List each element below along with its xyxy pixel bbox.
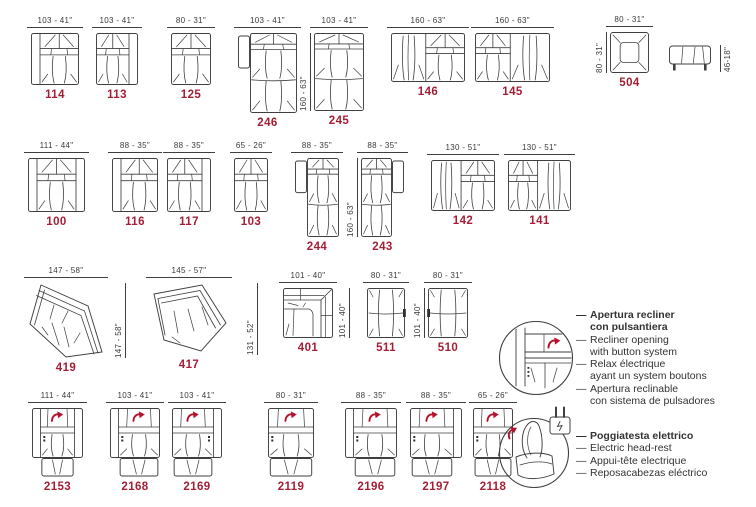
module-504-depth-dim-label: 80 - 31" — [595, 42, 604, 73]
module-419-depth-dim — [114, 283, 126, 358]
legend-line-label: Recliner opening — [590, 333, 669, 346]
module-246-number: 246 — [257, 117, 278, 129]
module-511-width-dim: 80 - 31" — [363, 261, 409, 283]
module-116-drawing — [112, 158, 158, 212]
module-125-drawing — [171, 33, 211, 85]
module-244-width-dim: 88 - 35" — [291, 131, 343, 153]
legend-line — [576, 395, 715, 407]
module-246-width-dim: 103 - 41" — [234, 6, 301, 28]
legend-dash: — — [576, 442, 587, 455]
legend-line-label: con sistema de pulsadores — [590, 395, 715, 408]
module-100-drawing — [28, 158, 85, 212]
legend-line — [576, 430, 707, 442]
module-244-drawing — [295, 158, 339, 237]
module-113-width-dim: 103 - 41" — [92, 6, 142, 28]
module-245-depth-dim-line — [310, 33, 311, 111]
module-243-depth-dim-label: 160 - 63" — [346, 202, 355, 237]
module-145-number: 145 — [502, 86, 523, 98]
module-142-drawing — [431, 160, 495, 211]
module-2119-drawing — [268, 408, 314, 477]
module-245-depth-dim — [299, 33, 311, 111]
module-114-drawing — [31, 33, 79, 85]
legend-line-label: Apertura reclinable — [590, 382, 679, 395]
module-504-depth-dim — [595, 32, 607, 73]
module-504-drawing — [610, 32, 649, 73]
module-ottoman-depth-dim-line — [720, 45, 721, 72]
module-2196-number: 2196 — [357, 481, 385, 493]
recliner-arrow-icon — [133, 411, 144, 421]
legend-line — [576, 442, 707, 454]
module-2197-width-dim: 88 - 35" — [406, 381, 466, 403]
legend-line — [576, 467, 707, 479]
module-244-number: 244 — [306, 241, 328, 253]
legend-electric-headrest-text — [576, 430, 707, 479]
module-417-depth-dim-label: 131 - 52" — [246, 320, 255, 355]
module-510-depth-dim — [413, 288, 425, 338]
module-142-number: 142 — [452, 215, 474, 227]
recliner-arrow-icon — [369, 411, 380, 421]
module-510-depth-dim-label: 101 - 40" — [413, 303, 422, 338]
module-2197-drawing — [410, 408, 462, 477]
module-510-number: 510 — [437, 342, 459, 354]
module-146-drawing — [391, 33, 465, 82]
legend-line-label: ayant un system boutons — [590, 370, 707, 383]
module-245-width-dim: 103 - 41" — [310, 6, 368, 28]
module-2168-number: 2168 — [121, 481, 149, 493]
module-146-number: 146 — [417, 86, 439, 98]
module-114-width-dim: 103 - 41" — [27, 6, 83, 28]
module-141-number: 141 — [529, 215, 550, 227]
module-2169-number: 2169 — [183, 481, 211, 493]
legend-line — [576, 321, 715, 333]
module-510-width-dim: 80 - 31" — [424, 261, 472, 283]
module-141-width-dim: 130 - 51" — [504, 133, 575, 155]
module-245-number: 245 — [328, 115, 350, 127]
recliner-mechanism-icon — [497, 318, 575, 398]
recliner-arrow-icon — [285, 411, 296, 421]
legend-dash: — — [576, 466, 587, 479]
module-125-width-dim: 80 - 31" — [167, 6, 215, 28]
module-2196-width-dim: 88 - 35" — [341, 381, 401, 403]
module-504-depth-dim-line — [606, 32, 607, 73]
module-245-drawing — [314, 33, 364, 111]
legend-line-label: Relax électrique — [590, 358, 666, 371]
legend-dash — [576, 370, 590, 382]
module-2119-number: 2119 — [277, 481, 305, 493]
recliner-arrow-icon — [187, 411, 198, 421]
legend-line — [576, 370, 715, 382]
module-ottoman-depth-dim-label: 46-18" — [723, 46, 732, 72]
module-117-drawing — [167, 158, 211, 212]
module-2153-width-dim: 111 - 44" — [28, 381, 87, 403]
module-243-depth-dim-line — [357, 158, 358, 237]
module-246-drawing — [238, 33, 297, 113]
module-103-width-dim: 65 - 26" — [230, 131, 272, 153]
module-511-number: 511 — [376, 342, 396, 354]
recliner-arrow-icon — [426, 411, 437, 421]
legend-line — [576, 383, 715, 395]
module-117-number: 117 — [179, 216, 199, 228]
module-417-width-dim: 145 - 57" — [146, 256, 232, 278]
legend-line-label: Poggiatesta elettrico — [590, 430, 694, 442]
legend-dash: — — [576, 430, 587, 442]
module-243-number: 243 — [372, 241, 393, 253]
module-113-number: 113 — [107, 89, 127, 101]
legend-line-label: Appui-tête electrique — [590, 454, 687, 467]
module-401-width-dim: 101 - 40" — [279, 261, 337, 283]
module-113-drawing — [96, 33, 138, 85]
module-141-drawing — [508, 160, 571, 211]
module-417-depth-dim-line — [257, 283, 258, 355]
module-511-drawing — [367, 288, 405, 338]
module-419-number: 419 — [55, 362, 77, 374]
module-100-number: 100 — [46, 216, 67, 228]
module-401-number: 401 — [297, 342, 319, 354]
recliner-arrow-icon — [549, 337, 561, 347]
legend-line-label: Reposacabezas eléctrico — [590, 466, 708, 479]
module-419-depth-dim-line — [125, 283, 126, 358]
module-243-depth-dim — [346, 158, 358, 237]
module-243-width-dim: 88 - 35" — [357, 131, 408, 153]
module-2119-width-dim: 80 - 31" — [264, 381, 318, 403]
module-146-width-dim: 160 - 63" — [387, 6, 469, 28]
module-ottoman-drawing — [669, 45, 711, 72]
module-100-width-dim: 111 - 44" — [24, 131, 89, 153]
module-510-drawing — [428, 288, 468, 338]
module-504-number: 504 — [619, 77, 640, 89]
module-2169-drawing — [172, 408, 222, 477]
module-103-number: 103 — [240, 216, 262, 228]
module-117-width-dim: 88 - 35" — [163, 131, 215, 153]
module-401-depth-dim-line — [349, 288, 350, 338]
module-417-number: 417 — [178, 359, 200, 371]
legend-recliner-opening-text — [576, 309, 715, 407]
legend-line — [576, 455, 707, 467]
recliner-arrow-icon — [505, 425, 519, 438]
legend-line — [576, 309, 715, 321]
legend-dash — [576, 321, 590, 333]
module-2196-drawing — [345, 408, 397, 477]
module-ottoman-depth-dim — [720, 45, 732, 72]
legend-line-label: with button system — [590, 345, 677, 358]
module-243-drawing — [361, 158, 404, 237]
module-145-width-dim: 160 - 63" — [471, 6, 554, 28]
module-401-depth-dim — [338, 288, 350, 338]
module-401-depth-dim-label: 101 - 40" — [338, 303, 347, 338]
legend-dash: — — [576, 309, 587, 321]
legend-dash: — — [576, 358, 587, 371]
legend-dash — [576, 346, 590, 358]
legend-dash — [576, 395, 590, 407]
module-419-depth-dim-label: 147 - 58" — [114, 323, 123, 358]
recliner-arrow-icon — [52, 411, 63, 421]
legend-line — [576, 346, 715, 358]
module-2153-drawing — [32, 408, 83, 477]
module-2168-width-dim: 103 - 41" — [106, 381, 164, 403]
module-114-number: 114 — [45, 89, 65, 101]
legend-dash: — — [576, 333, 587, 346]
module-103-drawing — [234, 158, 268, 212]
legend-line-label: Apertura recliner — [590, 309, 675, 321]
legend-dash: — — [576, 382, 587, 395]
module-417-drawing — [150, 283, 228, 355]
module-2168-drawing — [110, 408, 160, 477]
module-2118-width-dim: 65 - 26" — [469, 381, 517, 403]
module-116-number: 116 — [125, 216, 145, 228]
legend-dash: — — [576, 454, 587, 467]
module-2118-number: 2118 — [479, 481, 507, 493]
electric-headrest-icon — [496, 404, 576, 492]
legend-line — [576, 334, 715, 346]
module-2197-number: 2197 — [422, 481, 450, 493]
legend-line-label: con pulsantiera — [590, 321, 668, 334]
module-2169-width-dim: 103 - 41" — [168, 381, 226, 403]
module-2153-number: 2153 — [43, 481, 72, 493]
legend-line-label: Electric head-rest — [590, 442, 672, 455]
module-419-width-dim: 147 - 58" — [24, 256, 108, 278]
module-145-drawing — [475, 33, 550, 82]
module-125-number: 125 — [180, 89, 202, 101]
module-142-width-dim: 130 - 51" — [427, 133, 499, 155]
module-419-drawing — [28, 283, 104, 358]
module-504-width-dim: 80 - 31" — [606, 5, 653, 27]
module-417-depth-dim — [246, 283, 258, 355]
module-401-drawing — [283, 288, 333, 338]
legend-line — [576, 358, 715, 370]
module-245-depth-dim-label: 160 - 63" — [299, 76, 308, 111]
module-510-depth-dim-line — [424, 288, 425, 338]
module-116-width-dim: 88 - 35" — [108, 131, 162, 153]
